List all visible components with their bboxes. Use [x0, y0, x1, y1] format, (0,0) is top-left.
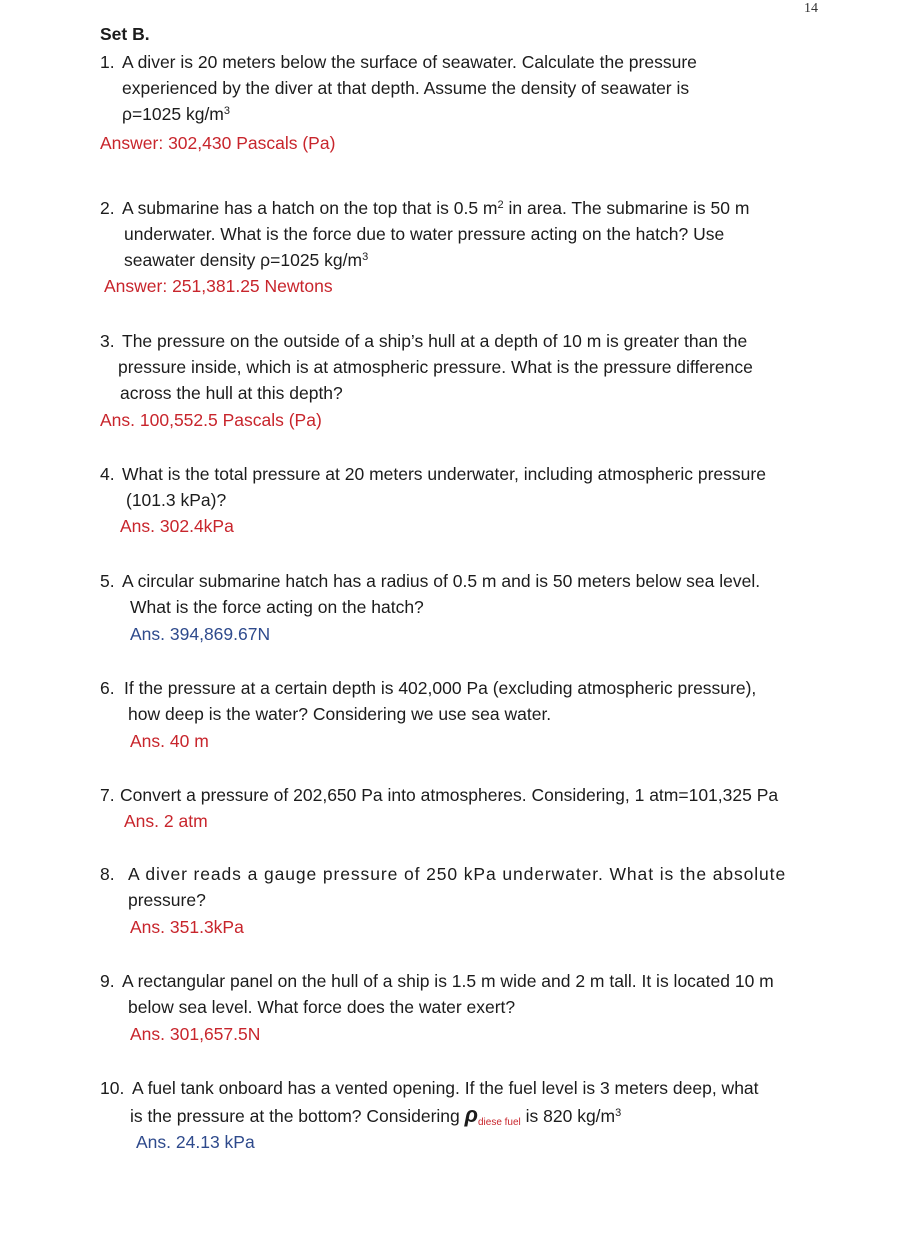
question-text-line: A diver is 20 meters below the surface of seawater. Calculate the pressure: [122, 52, 697, 72]
question-text-line: A fuel tank onboard has a vented opening. If the fuel level is 3 meters deep, what: [132, 1078, 759, 1098]
answer: Ans. 100,552.5 Pascals (Pa): [100, 410, 322, 430]
rho-symbol: ρ: [464, 1102, 478, 1127]
answer: Ans. 394,869.67N: [130, 624, 271, 644]
answer: Ans. 2 atm: [124, 811, 208, 831]
question-number: 7.: [100, 785, 115, 805]
question-number: 6.: [100, 678, 115, 698]
question-number: 4.: [100, 464, 115, 484]
question-text-line: A diver reads a gauge pressure of 250 kPa underwater. What is the absolute: [128, 864, 787, 884]
question-text-line: A submarine has a hatch on the top that is 0.5 $m^2$ in area. The submarine is 50 m: [122, 198, 750, 218]
rho-subscript: diese fuel: [477, 1117, 521, 1128]
question-text-line: (101.3 kPa)?: [126, 490, 227, 510]
question-number: 2.: [100, 198, 115, 218]
question-text-line: is the pressure at the bottom? Considering ρdiese fuel is 820 $kg/m^3$: [130, 1102, 622, 1128]
question-text-line: If the pressure at a certain depth is 402,000 Pa (excluding atmospheric pressure),: [124, 678, 757, 698]
question-text-line: across the hull at this depth?: [120, 383, 343, 403]
question-text-line: A rectangular panel on the hull of a ship is 1.5 m wide and 2 m tall. It is located 10 m: [122, 971, 774, 991]
question-text-line: What is the total pressure at 20 meters underwater, including atmospheric pressure: [122, 464, 766, 484]
answer: Ans. 24.13 kPa: [136, 1132, 255, 1152]
answer: Ans. 351.3kPa: [130, 917, 244, 937]
question-text-line: underwater. What is the force due to water pressure acting on the hatch? Use: [124, 224, 725, 244]
question-text-line: experienced by the diver at that depth. Assume the density of seawater is: [122, 78, 690, 98]
question-text-line: below sea level. What force does the water exert?: [128, 997, 516, 1017]
question-text-line: how deep is the water? Considering we use sea water.: [128, 704, 552, 724]
question-number: 1.: [100, 52, 115, 72]
question-text-line: pressure inside, which is at atmospheric pressure. What is the pressure difference: [118, 357, 753, 377]
question-number: 9.: [100, 971, 115, 991]
question-number: 8.: [100, 864, 115, 884]
answer: Ans. 302.4kPa: [120, 516, 234, 536]
question-text-line: Convert a pressure of 202,650 Pa into atmospheres. Considering, 1 atm=101,325 Pa: [120, 785, 779, 805]
answer: Answer: 251,381.25 Newtons: [104, 276, 333, 296]
question-text-line: pressure?: [128, 890, 206, 910]
page-number: 14: [804, 1, 818, 16]
answer: Ans. 301,657.5N: [130, 1024, 261, 1044]
question-text-line: A circular submarine hatch has a radius of 0.5 m and is 50 meters below sea level.: [122, 571, 761, 591]
question-text-line: ρ=1025 $kg/m^3$: [122, 104, 231, 124]
set-title: Set B.: [100, 24, 150, 44]
question-number: 10.: [100, 1078, 125, 1098]
question-text-line: seawater density ρ=1025 $kg/m^3$: [124, 250, 369, 270]
answer: Answer: 302,430 Pascals (Pa): [100, 133, 336, 153]
question-number: 5.: [100, 571, 115, 591]
question-text-line: The pressure on the outside of a ship’s hull at a depth of 10 m is greater than the: [122, 331, 748, 351]
question-number: 3.: [100, 331, 115, 351]
answer: Ans. 40 m: [130, 731, 209, 751]
question-text-line: What is the force acting on the hatch?: [130, 597, 424, 617]
